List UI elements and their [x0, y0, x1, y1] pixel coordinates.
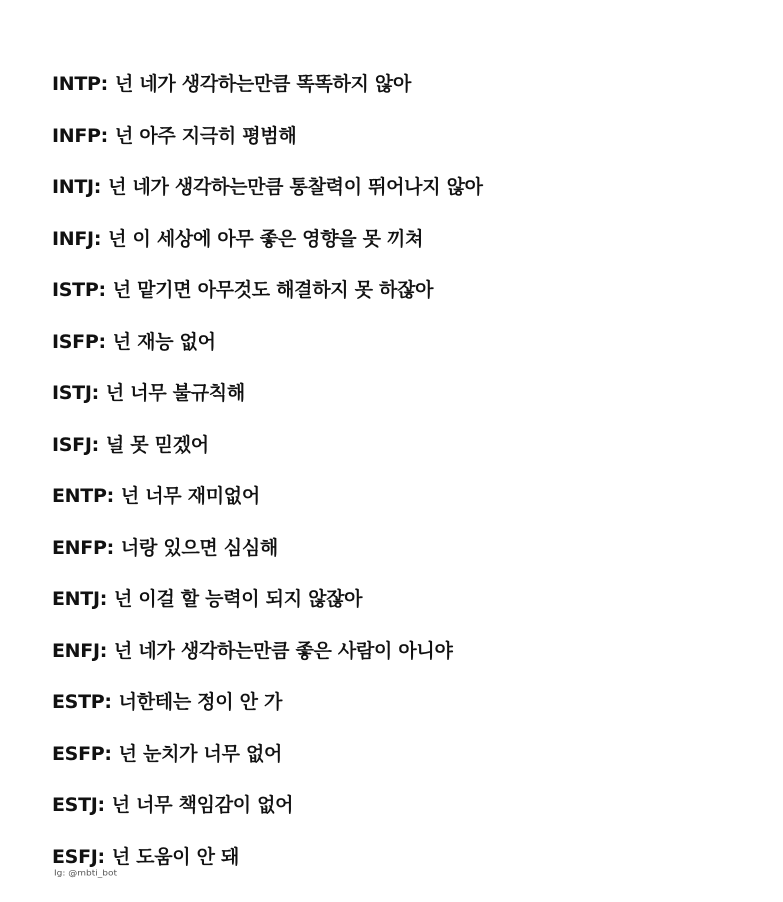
list-item: [52, 738, 483, 790]
mbti-type-label: ENTP:: [52, 485, 114, 507]
mbti-type-label: ISTP:: [52, 279, 106, 301]
mbti-type-label: INTJ:: [52, 176, 102, 198]
mbti-description: 넌 네가 생각하는만큼 좋은 사람이 아니야: [114, 639, 453, 662]
list-item: [52, 532, 483, 584]
mbti-type-label: INFP:: [52, 124, 108, 147]
mbti-type-label: ENFJ:: [52, 639, 108, 662]
mbti-description: 넌 너무 불규칙해: [105, 382, 245, 404]
mbti-description: 넌 네가 생각하는만큼 똑똑하지 않아: [114, 73, 412, 95]
mbti-description: 널 못 믿겠어: [105, 433, 209, 456]
mbti-type-label: ESTP:: [52, 691, 112, 713]
list-item: [52, 583, 483, 635]
list-item: [52, 120, 483, 172]
source-credit: Ig: @mbti_bot: [54, 869, 118, 879]
list-item: [52, 686, 483, 738]
mbti-description: 너한테는 정이 안 가: [118, 691, 283, 713]
list-item: [52, 635, 483, 687]
list-item: [52, 326, 483, 378]
mbti-type-label: ESFJ:: [52, 845, 105, 868]
mbti-description: 넌 눈치가 너무 없어: [118, 742, 283, 765]
mbti-description: 넌 재능 없어: [112, 330, 216, 353]
list-item: [52, 68, 483, 120]
list-item: [52, 377, 483, 429]
mbti-description: 넌 아주 지극히 평범해: [114, 124, 297, 147]
mbti-description: 넌 네가 생각하는만큼 통찰력이 뛰어나지 않아: [108, 176, 483, 198]
mbti-type-label: ISFP:: [52, 330, 106, 353]
mbti-type-label: ESFP:: [52, 742, 112, 765]
mbti-type-label: INFJ:: [52, 227, 102, 250]
mbti-type-label: ENTJ:: [52, 588, 108, 610]
mbti-description: 넌 너무 재미없어: [120, 485, 260, 507]
mbti-description: 너랑 있으면 심심해: [120, 536, 278, 559]
list-item: [52, 789, 483, 841]
mbti-type-label: INTP:: [52, 73, 108, 95]
mbti-description: 넌 이 세상에 아무 좋은 영향을 못 끼쳐: [108, 227, 424, 250]
list-item: [52, 223, 483, 275]
mbti-type-label: ISFJ:: [52, 433, 99, 456]
list-item: [52, 480, 483, 532]
list-item: [52, 429, 483, 481]
list-item: [52, 171, 483, 223]
mbti-description: 넌 도움이 안 돼: [111, 845, 240, 868]
mbti-type-label: ISTJ:: [52, 382, 99, 404]
mbti-type-label: ESTJ:: [52, 794, 105, 816]
mbti-description: 넌 맡기면 아무것도 해결하지 못 하잖아: [112, 279, 434, 301]
mbti-type-label: ENFP:: [52, 536, 114, 559]
mbti-list: [52, 68, 483, 892]
mbti-description: 넌 이걸 할 능력이 되지 않잖아: [114, 588, 363, 610]
list-item: [52, 841, 483, 893]
mbti-description: 넌 너무 책임감이 없어: [111, 794, 294, 816]
list-item: [52, 274, 483, 326]
